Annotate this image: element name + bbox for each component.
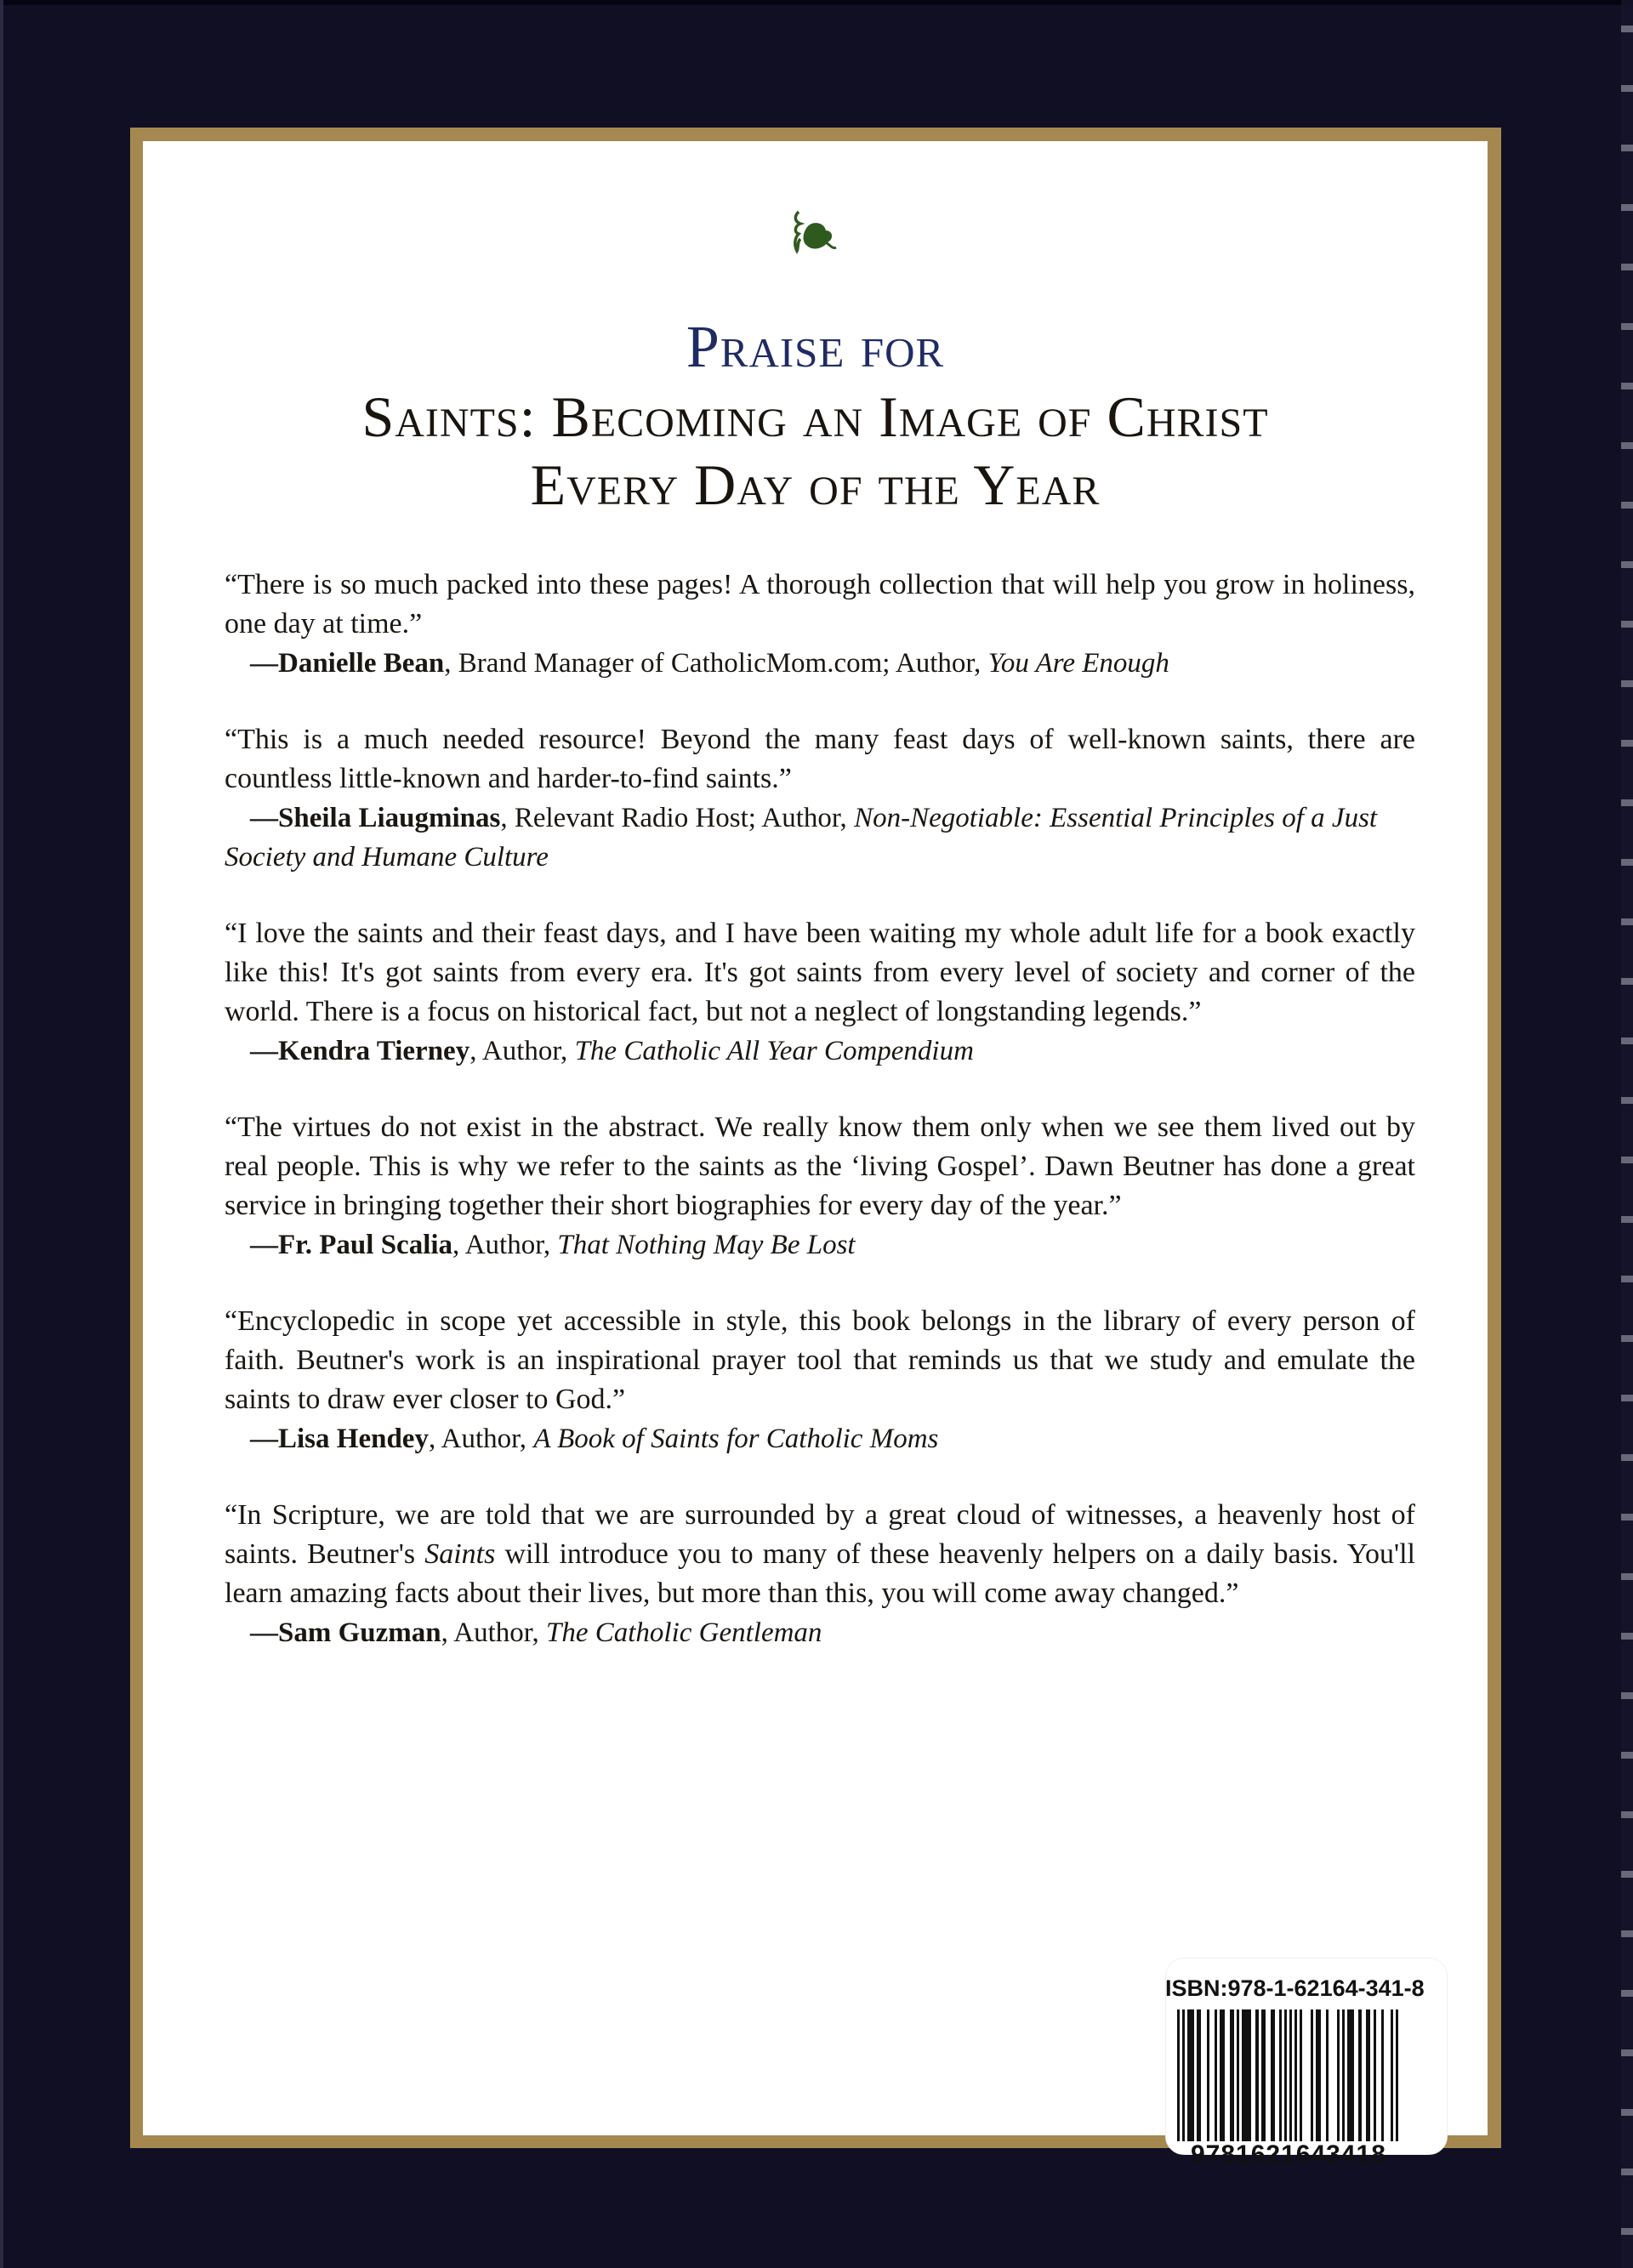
endorser-role: , Author, bbox=[428, 1424, 534, 1454]
endorsement-attribution bbox=[225, 1032, 1415, 1071]
endorsement-attribution bbox=[225, 1225, 1415, 1265]
endorsement bbox=[225, 566, 1415, 683]
quote-book-title: Saints bbox=[424, 1538, 496, 1570]
endorsement bbox=[225, 914, 1415, 1071]
endorser-name: —Lisa Hendey bbox=[250, 1424, 429, 1454]
endorsement-quote bbox=[225, 1496, 1415, 1613]
endorsement bbox=[225, 1108, 1415, 1265]
endorser-name: —Fr. Paul Scalia bbox=[250, 1230, 453, 1260]
endorser-role: , Author, bbox=[441, 1617, 546, 1648]
endorser-role: , Author, bbox=[452, 1230, 558, 1260]
endorser-work: The Catholic All Year Compendium bbox=[574, 1036, 974, 1066]
fleuron-hedera-icon bbox=[787, 208, 838, 258]
endorsement bbox=[225, 720, 1415, 877]
endorsement-attribution bbox=[225, 1419, 1415, 1458]
endorsement-quote: “This is a much needed resource! Beyond the many feast days of well-known saints, there are countless little-known and harder-to-find saints.” bbox=[225, 724, 1415, 794]
endorsements-list bbox=[225, 566, 1415, 1690]
title-book-name: Saints: Becoming an Image of Christ bbox=[361, 384, 1269, 449]
endorser-role: , Brand Manager of CatholicMom.com; Author, bbox=[444, 648, 988, 679]
isbn-label: ISBN:978-1-62164-341-8 bbox=[1165, 1975, 1425, 2001]
quote-text: “In Scripture, we are told that we are surrounded by a great cloud of witnesses, a heavenly host of saints. Beutner's bbox=[225, 1499, 1415, 1570]
endorsement bbox=[225, 1302, 1415, 1458]
barcode-number: 9781621643418 bbox=[1191, 2140, 1386, 2169]
cover-right-edge bbox=[1621, 0, 1633, 2268]
endorsement-attribution bbox=[225, 799, 1415, 877]
endorser-name: —Danielle Bean bbox=[250, 648, 445, 679]
barcode-icon bbox=[1177, 2009, 1407, 2141]
quote-text: will introduce you to many of these heavenly helpers on a daily basis. You'll learn amazing facts about their lives, but more than this, you will come away changed.” bbox=[225, 1538, 1415, 1609]
endorsement-attribution bbox=[225, 644, 1415, 683]
title-subtitle: Every Day of the Year bbox=[530, 452, 1101, 517]
endorser-role: , Relevant Radio Host; Author, bbox=[500, 803, 855, 833]
endorser-work: You Are Enough bbox=[987, 648, 1169, 679]
endorser-work: A Book of Saints for Catholic Moms bbox=[533, 1424, 939, 1454]
page-title bbox=[143, 313, 1488, 519]
title-praise-for: Praise for bbox=[686, 315, 945, 380]
endorser-name: —Sheila Liaugminas bbox=[250, 803, 501, 833]
cover-left-edge bbox=[0, 0, 3, 2268]
endorser-work: The Catholic Gentleman bbox=[545, 1617, 822, 1648]
cover-top-edge bbox=[0, 0, 1633, 5]
endorser-work: Non-Negotiable: Essential Principles of a Just Society and Humane Culture bbox=[225, 803, 1378, 873]
endorsement bbox=[225, 1496, 1415, 1652]
endorsement-quote: “There is so much packed into these pages! A thorough collection that will help you grow in holiness, one day at time.” bbox=[225, 569, 1415, 639]
endorsement-attribution bbox=[225, 1613, 1415, 1652]
endorsement-quote: “The virtues do not exist in the abstract. We really know them only when we see them lived out by real people. This is why we refer to the saints as the ‘living Gospel’. Dawn Beutner has done a great service in bringing together their short biographies for every day of the year.” bbox=[225, 1111, 1415, 1221]
endorser-work: That Nothing May Be Lost bbox=[557, 1230, 856, 1260]
endorser-name: —Kendra Tierney bbox=[250, 1036, 470, 1066]
endorsement-quote: “I love the saints and their feast days, and I have been waiting my whole adult life for a book exactly like this! It's got saints from every era. It's got saints from every level of society and corner of the world. There is a focus on historical fact, but not a neglect of longstanding legends.” bbox=[225, 918, 1415, 1027]
endorser-name: —Sam Guzman bbox=[250, 1617, 441, 1648]
endorser-role: , Author, bbox=[469, 1036, 575, 1066]
endorsement-quote: “Encyclopedic in scope yet accessible in style, this book belongs in the library of every person of faith. Beutner's work is an inspirational prayer tool that reminds us that we study and emulate the saints to draw ever closer to God.” bbox=[225, 1305, 1415, 1415]
